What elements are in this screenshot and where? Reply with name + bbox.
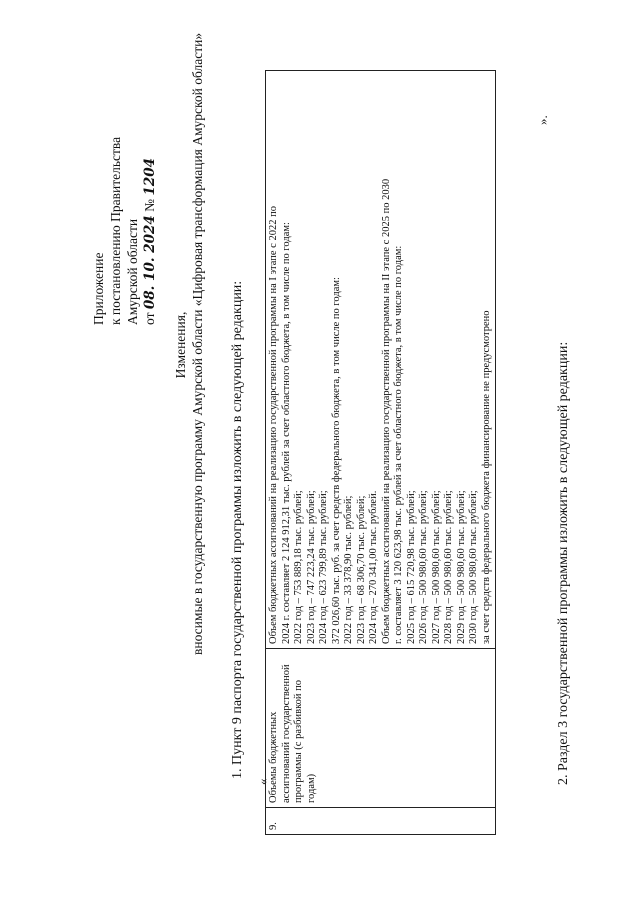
row-content [266, 71, 496, 649]
appendix-line: к постановлению Правительства [108, 136, 123, 325]
content-line: Объем бюджетных ассигнований на реализацию государственной программы на I этапе с 2022 по [268, 206, 279, 644]
handwritten-date: 08. 10. 2024 [142, 215, 158, 310]
passport-table [265, 70, 496, 835]
appendix-line: Амурской области [125, 218, 140, 325]
content-line: 2023 год – 68 306,70 тыс. рублей; [355, 495, 367, 644]
appendix-line: Приложение [91, 252, 106, 325]
content-line: за счет средств федерального бюджета финансирование не предусмотрено [480, 310, 492, 644]
date-prefix: от [142, 312, 157, 325]
content-line: 2025 год – 615 720,98 тыс. рублей; [405, 490, 417, 644]
row-label: Объемы бюджетных ассигнований государственной программы (с разбивкой по годам) [266, 649, 496, 808]
content-line: Объем бюджетных ассигнований на реализацию государственной программы на II этапе с 2025 по 2030 [380, 178, 392, 644]
content-line: 2023 год – 747 223,24 тыс. рублей; [305, 490, 317, 644]
item-2-text: 2. Раздел 3 государственной программы изложить в следующей редакции: [556, 341, 571, 785]
row-number: 9. [266, 808, 496, 835]
heading-title: Изменения, [173, 311, 188, 379]
content-line: г. составляет 3 120 623,98 тыс. рублей за счет областного бюджета, в том числе по годам: [393, 245, 404, 644]
appendix-header [90, 25, 159, 325]
content-line: 2024 год – 270 341,00 тыс. рублей. [368, 490, 379, 644]
number-sign: № [142, 198, 157, 212]
content-line: 2027 год – 500 980,60 тыс. рублей; [430, 490, 442, 644]
content-line: 2030 год – 500 980,60 тыс. рублей; [468, 490, 479, 644]
content-line: 2022 год – 753 889,18 тыс. рублей; [293, 490, 304, 644]
content-line: 2024 г. составляет 2 124 912,31 тыс. рублей за счет областного бюджета, в том числе по годам: [280, 222, 292, 644]
opening-quote: « [255, 778, 270, 785]
content-line: 2022 год – 33 378,90 тыс. рублей; [343, 495, 354, 644]
closing-quote: ». [535, 115, 550, 125]
content-line: 2028 год – 500 980,60 тыс. рублей; [443, 490, 454, 644]
appendix-date-line [141, 25, 159, 325]
table-row [266, 71, 496, 835]
content-line: 2029 год – 500 980,60 тыс. рублей; [455, 490, 467, 644]
handwritten-number: 1204 [142, 157, 158, 196]
item-1-text: 1. Пункт 9 паспорта государственной программы изложить в следующей редакции: [230, 280, 245, 779]
content-line: 372 026,60 тыс. руб. за счет средств федерального бюджета, в том числе по годам: [330, 277, 342, 644]
heading-subtitle: вносимые в государственную программу Амурской области «Цифровая трансформация Амурской области» [190, 32, 205, 655]
content-line: 2024 год – 623 799,89 тыс. рублей; [318, 490, 329, 644]
changes-heading [172, 32, 206, 655]
content-line: 2026 год – 500 980,60 тыс. рублей; [418, 490, 429, 644]
